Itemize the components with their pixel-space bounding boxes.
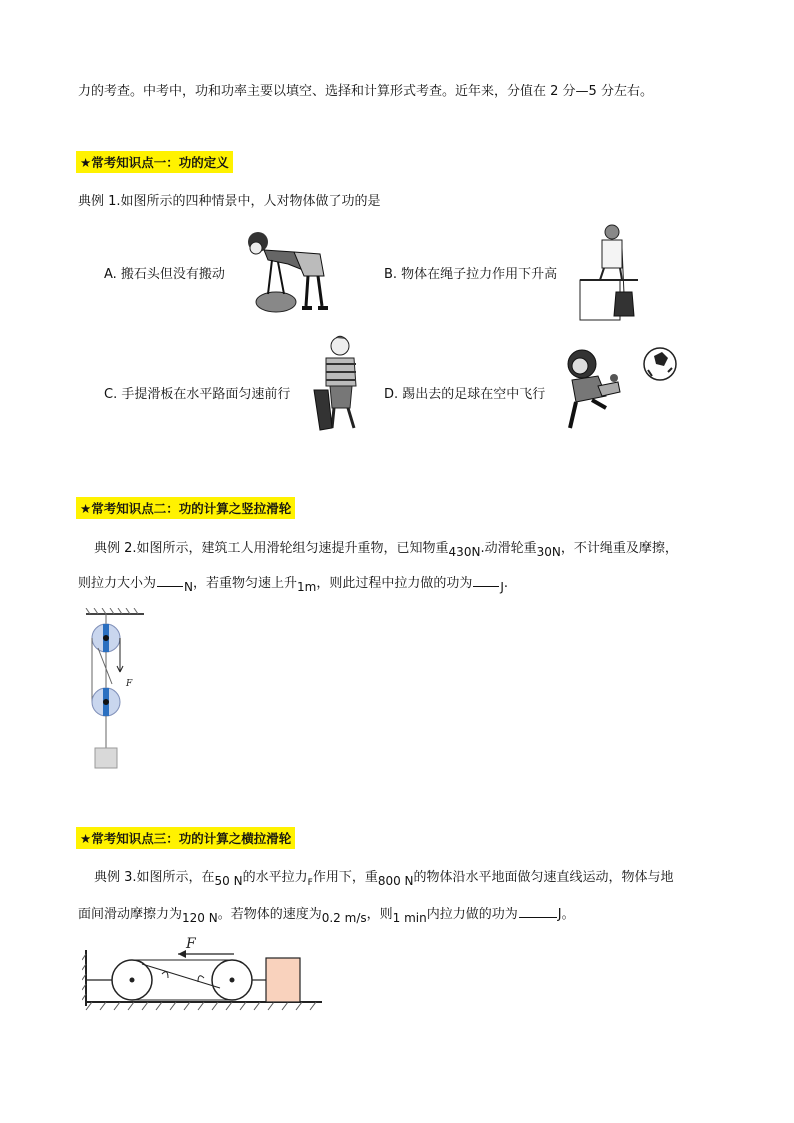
- q3-unit-j: J。: [557, 907, 575, 922]
- q2-answer-blank-work[interactable]: [473, 574, 499, 587]
- q3-weight: 800 N: [377, 874, 414, 888]
- q3-friction: 120 N: [182, 911, 218, 925]
- q2-text-e: ，若重物匀速上升: [193, 576, 298, 591]
- q2-text-d: 则拉力大小为: [78, 576, 157, 591]
- horizontal-force-label: F: [186, 936, 196, 952]
- q3-time: 1 min: [392, 911, 427, 925]
- q2-text-c: ，不计绳重及摩擦，: [560, 541, 678, 556]
- section2-heading: ★常考知识点二：功的计算之竖拉滑轮: [76, 497, 295, 519]
- q3-text-d: 的物体沿水平地面做匀速直线运动，物体与地: [413, 870, 674, 885]
- section1-heading: ★常考知识点一：功的定义: [76, 151, 233, 173]
- option-c: C. 手提滑板在水平路面匀速前行: [104, 387, 291, 402]
- q2-height: 1m: [297, 580, 317, 594]
- q2-text-f: ，则此过程中拉力做的功为: [316, 576, 473, 591]
- q2-answer-blank-force[interactable]: [157, 574, 183, 587]
- figure-a-illustration: [238, 224, 330, 316]
- section2-question-line1: [94, 537, 678, 559]
- q3-answer-blank[interactable]: [519, 905, 557, 918]
- q2-weight: 430N: [448, 545, 481, 559]
- intro-text: 力的考查。中考中，功和功率主要以填空、选择和计算形式考查。近年来，分值在 2 分—5 分左右。: [78, 84, 653, 99]
- q3-text-a: 典例 3.如图所示，在: [94, 870, 215, 885]
- q3-text-f: 。若物体的速度为: [217, 907, 322, 922]
- q3-text-c: 作用下，重: [312, 870, 378, 885]
- q2-unit-n: N: [184, 580, 193, 594]
- q2-text-b: .动滑轮重: [480, 541, 537, 556]
- q2-text-a: 典例 2.如图所示，建筑工人用滑轮组匀速提升重物，已知物重: [94, 541, 449, 556]
- option-a: A. 搬石头但没有搬动: [104, 267, 225, 282]
- figure-d-illustration: [562, 346, 690, 438]
- q3-text-h: 内拉力做的功为: [426, 907, 518, 922]
- section3-question-line1: [94, 866, 674, 888]
- section3-heading: ★常考知识点三：功的计算之横拉滑轮: [76, 827, 295, 849]
- option-d: D. 踢出去的足球在空中飞行: [384, 387, 546, 402]
- q2-pulley-weight: 30N: [536, 545, 561, 559]
- section1-question: 典例 1.如图所示的四种情景中，人对物体做了功的是: [78, 194, 381, 209]
- pulley-figure-vertical: [84, 608, 146, 772]
- figure-b-illustration: [576, 222, 642, 322]
- q3-force-symbol: F: [307, 878, 313, 888]
- q3-text-g: ，则: [366, 907, 393, 922]
- q2-unit-j: J: [500, 580, 504, 594]
- q3-force: 50 N: [214, 874, 243, 888]
- section2-question-line2: [78, 572, 509, 594]
- figure-c-illustration: [310, 334, 368, 436]
- q3-velocity: 0.2 m/s: [321, 911, 367, 925]
- pulley-force-label: F: [126, 679, 133, 689]
- q3-text-b: 的水平拉力: [242, 870, 308, 885]
- pulley-figure-horizontal: [82, 932, 330, 1014]
- q3-text-e: 面间滑动摩擦力为: [78, 907, 183, 922]
- section3-question-line2: [78, 903, 575, 925]
- option-b: B. 物体在绳子拉力作用下升高: [384, 267, 558, 282]
- q2-text-g: .: [503, 576, 509, 591]
